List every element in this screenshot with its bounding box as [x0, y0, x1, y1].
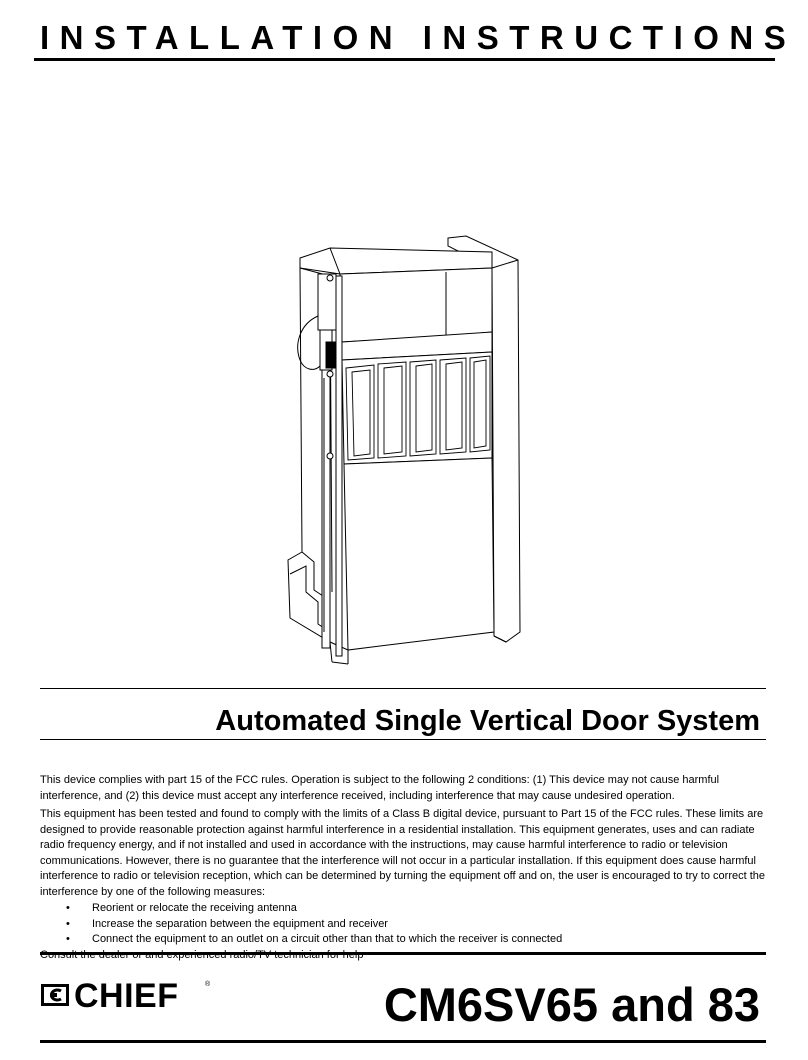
list-item	[40, 917, 770, 933]
measure-text: Increase the separation between the equipment and receiver	[92, 917, 388, 930]
fcc-paragraph-1: This device complies with part 15 of the FCC rules. Operation is subject to the following 2 conditions: (1) This device may not cause harmful interference, and (2) this device must accept any interference received, including interference that may cause undesired operation.	[40, 774, 720, 802]
fcc-paragraph-2: This equipment has been tested and found to comply with the limits of a Class B digital device, pursuant to Part 15 of the FCC rules. These limits are designed to provide reasonable protection against harmful interference in a residential installation. This equipment generates, uses and can radiate radio frequency energy, and if not installed and used in accordance with the instructions, may cause harmful interference to radio or television communications. However, there is no guarantee that the interference will not occur in a particular installation. If this equipment does cause harmful interference to radio or television reception, which can be determined by turning the equipment off and on, the user is encouraged to try to correct the interference by one of the following measures:	[40, 808, 766, 898]
bullet-icon: •	[66, 933, 70, 945]
registered-mark: ®	[205, 981, 211, 988]
footer-rule-top	[40, 952, 766, 955]
list-item	[40, 901, 770, 917]
footer-rule-bottom	[40, 1040, 766, 1043]
measures-list	[40, 901, 770, 948]
consult-note	[40, 948, 770, 964]
document-title: INSTALLATION INSTRUCTIONS	[40, 19, 797, 56]
bullet-icon: •	[66, 902, 70, 914]
header-rule	[34, 58, 775, 61]
list-item	[40, 932, 770, 948]
bullet-icon: •	[66, 917, 70, 930]
measure-text: Reorient or relocate the receiving antenna	[92, 902, 297, 914]
model-number: CM6SV65 and 83	[383, 978, 760, 1031]
section-rule-top	[40, 688, 766, 689]
product-title: Automated Single Vertical Door System	[215, 705, 760, 737]
brand-name: CHIEF	[74, 977, 179, 1015]
measure-text: Connect the equipment to an outlet on a circuit other than that to which the receiver is connected	[92, 933, 563, 945]
door-system-illustration	[270, 232, 540, 682]
section-rule-bottom	[40, 739, 766, 740]
chief-logo-icon	[40, 983, 70, 1007]
chief-logo	[40, 975, 220, 1015]
fcc-compliance-notice	[40, 773, 770, 963]
